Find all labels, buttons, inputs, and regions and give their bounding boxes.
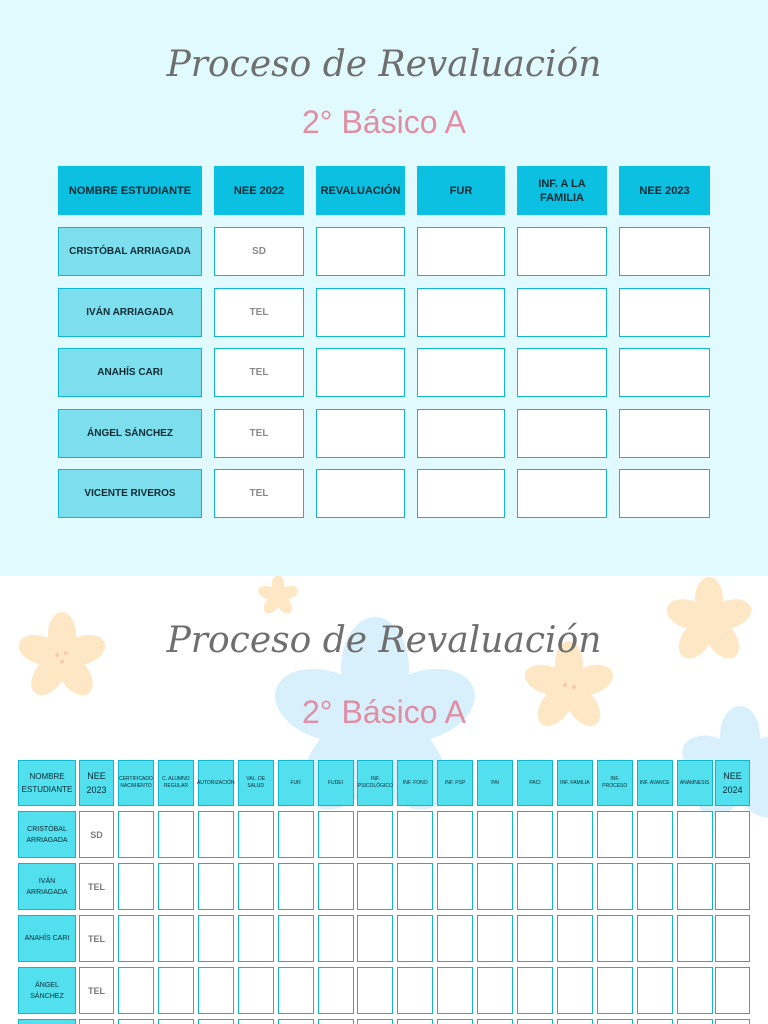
column-header: INF. FAMILIA — [557, 760, 593, 806]
empty-cell — [278, 863, 314, 910]
student-name-cell: IVÁN ARRIAGADA — [58, 288, 202, 337]
empty-cell — [557, 915, 593, 962]
empty-cell — [517, 863, 553, 910]
empty-cell — [158, 863, 194, 910]
column-header: NEE 2023 — [619, 166, 710, 215]
empty-cell — [517, 1019, 553, 1024]
empty-cell — [316, 227, 405, 276]
empty-cell — [278, 915, 314, 962]
empty-cell — [477, 915, 513, 962]
nee-cell: TEL — [79, 967, 114, 1014]
empty-cell — [417, 348, 505, 397]
empty-cell — [238, 967, 274, 1014]
empty-cell — [517, 469, 607, 518]
empty-cell — [238, 811, 274, 858]
empty-cell — [118, 915, 154, 962]
empty-cell — [637, 967, 673, 1014]
empty-cell — [437, 1019, 473, 1024]
empty-cell — [118, 811, 154, 858]
flower-icon — [250, 576, 306, 616]
empty-cell — [637, 811, 673, 858]
empty-cell — [357, 1019, 393, 1024]
empty-cell — [557, 811, 593, 858]
empty-cell — [619, 288, 710, 337]
empty-cell — [557, 863, 593, 910]
empty-cell — [715, 1019, 750, 1024]
empty-cell — [517, 967, 553, 1014]
column-header: AUTORIZACIÓN — [198, 760, 234, 806]
empty-cell — [517, 348, 607, 397]
empty-cell — [316, 288, 405, 337]
empty-cell — [437, 915, 473, 962]
column-header: PAI — [477, 760, 513, 806]
empty-cell — [118, 967, 154, 1014]
empty-cell — [118, 863, 154, 910]
empty-cell — [238, 1019, 274, 1024]
empty-cell — [619, 409, 710, 458]
nee-cell — [79, 1019, 114, 1024]
column-header: INF. A LA FAMILIA — [517, 166, 607, 215]
empty-cell — [278, 1019, 314, 1024]
empty-cell — [318, 811, 354, 858]
empty-cell — [517, 811, 553, 858]
empty-cell — [715, 915, 750, 962]
empty-cell — [198, 915, 234, 962]
empty-cell — [316, 469, 405, 518]
student-name-cell: ANAHÍS CARI — [18, 915, 76, 962]
column-header: FUR — [278, 760, 314, 806]
empty-cell — [357, 967, 393, 1014]
empty-cell — [437, 967, 473, 1014]
empty-cell — [597, 1019, 633, 1024]
column-header: INF. PROCESO — [597, 760, 633, 806]
empty-cell — [517, 288, 607, 337]
empty-cell — [357, 915, 393, 962]
empty-cell — [316, 348, 405, 397]
empty-cell — [637, 1019, 673, 1024]
nee-cell: TEL — [214, 348, 304, 397]
empty-cell — [477, 1019, 513, 1024]
column-header: FUDEI — [318, 760, 354, 806]
nee-cell: TEL — [79, 863, 114, 910]
empty-cell — [316, 409, 405, 458]
empty-cell — [517, 409, 607, 458]
empty-cell — [278, 967, 314, 1014]
column-header: VAL. DE SALUD — [238, 760, 274, 806]
empty-cell — [238, 915, 274, 962]
nee-cell: TEL — [214, 409, 304, 458]
student-name-cell: ÁNGEL SÁNCHEZ — [58, 409, 202, 458]
student-name-cell: ANAHÍS CARI — [58, 348, 202, 397]
empty-cell — [677, 811, 713, 858]
empty-cell — [715, 863, 750, 910]
empty-cell — [597, 863, 633, 910]
column-header: INF. FONO — [397, 760, 433, 806]
empty-cell — [158, 915, 194, 962]
empty-cell — [198, 1019, 234, 1024]
nee-cell: SD — [214, 227, 304, 276]
empty-cell — [357, 863, 393, 910]
empty-cell — [158, 967, 194, 1014]
empty-cell — [417, 227, 505, 276]
empty-cell — [198, 811, 234, 858]
empty-cell — [437, 863, 473, 910]
column-header: NOMBRE ESTUDIANTE — [58, 166, 202, 215]
column-header: C. ALUMNO REGULAR — [158, 760, 194, 806]
column-header: INF. PSICOLÓGICO — [357, 760, 393, 806]
column-header: FUR — [417, 166, 505, 215]
student-name-cell: IVÁN ARRIAGADA — [18, 863, 76, 910]
empty-cell — [198, 863, 234, 910]
empty-cell — [118, 1019, 154, 1024]
empty-cell — [158, 811, 194, 858]
empty-cell — [637, 915, 673, 962]
nee-cell: TEL — [214, 288, 304, 337]
empty-cell — [715, 811, 750, 858]
empty-cell — [397, 811, 433, 858]
column-header: INF. AVANCE — [637, 760, 673, 806]
column-header: NEE 2024 — [715, 760, 750, 806]
empty-cell — [619, 348, 710, 397]
nee-cell: TEL — [214, 469, 304, 518]
nee-cell: SD — [79, 811, 114, 858]
empty-cell — [318, 863, 354, 910]
empty-cell — [397, 863, 433, 910]
empty-cell — [477, 967, 513, 1014]
empty-cell — [417, 469, 505, 518]
empty-cell — [517, 915, 553, 962]
empty-cell — [318, 915, 354, 962]
column-header: PACI — [517, 760, 553, 806]
empty-cell — [238, 863, 274, 910]
empty-cell — [417, 288, 505, 337]
empty-cell — [597, 915, 633, 962]
column-header: REVALUACIÓN — [316, 166, 405, 215]
page-title: Proceso de Revaluación — [166, 44, 602, 85]
empty-cell — [417, 409, 505, 458]
nee-cell: TEL — [79, 915, 114, 962]
empty-cell — [557, 1019, 593, 1024]
page-subtitle: 2° Básico A — [302, 694, 466, 730]
empty-cell — [477, 863, 513, 910]
empty-cell — [677, 915, 713, 962]
page-title: Proceso de Revaluación — [166, 620, 602, 661]
empty-cell — [477, 811, 513, 858]
column-header: CERTIFICADO NACIMIENTO — [118, 760, 154, 806]
empty-cell — [677, 1019, 713, 1024]
empty-cell — [437, 811, 473, 858]
empty-cell — [597, 967, 633, 1014]
student-name-cell: CRISTÓBAL ARRIAGADA — [18, 811, 76, 858]
student-name-cell: VICENTE RIVEROS — [58, 469, 202, 518]
empty-cell — [318, 1019, 354, 1024]
empty-cell — [637, 863, 673, 910]
empty-cell — [619, 227, 710, 276]
student-name-cell: CRISTÓBAL ARRIAGADA — [58, 227, 202, 276]
empty-cell — [715, 967, 750, 1014]
empty-cell — [278, 811, 314, 858]
empty-cell — [557, 967, 593, 1014]
empty-cell — [517, 227, 607, 276]
empty-cell — [397, 915, 433, 962]
empty-cell — [397, 1019, 433, 1024]
empty-cell — [677, 863, 713, 910]
slide-2 — [0, 576, 768, 1024]
empty-cell — [677, 967, 713, 1014]
column-header: NOMBRE ESTUDIANTE — [18, 760, 76, 806]
column-header: NEE 2022 — [214, 166, 304, 215]
empty-cell — [619, 469, 710, 518]
empty-cell — [357, 811, 393, 858]
student-name-cell — [18, 1019, 76, 1024]
column-header: NEE 2023 — [79, 760, 114, 806]
page-subtitle: 2° Básico A — [302, 104, 466, 140]
student-name-cell: ÁNGEL SÁNCHEZ — [18, 967, 76, 1014]
empty-cell — [158, 1019, 194, 1024]
column-header: ANAMNESIS — [677, 760, 713, 806]
empty-cell — [397, 967, 433, 1014]
empty-cell — [597, 811, 633, 858]
column-header: INF. PSP — [437, 760, 473, 806]
empty-cell — [198, 967, 234, 1014]
empty-cell — [318, 967, 354, 1014]
